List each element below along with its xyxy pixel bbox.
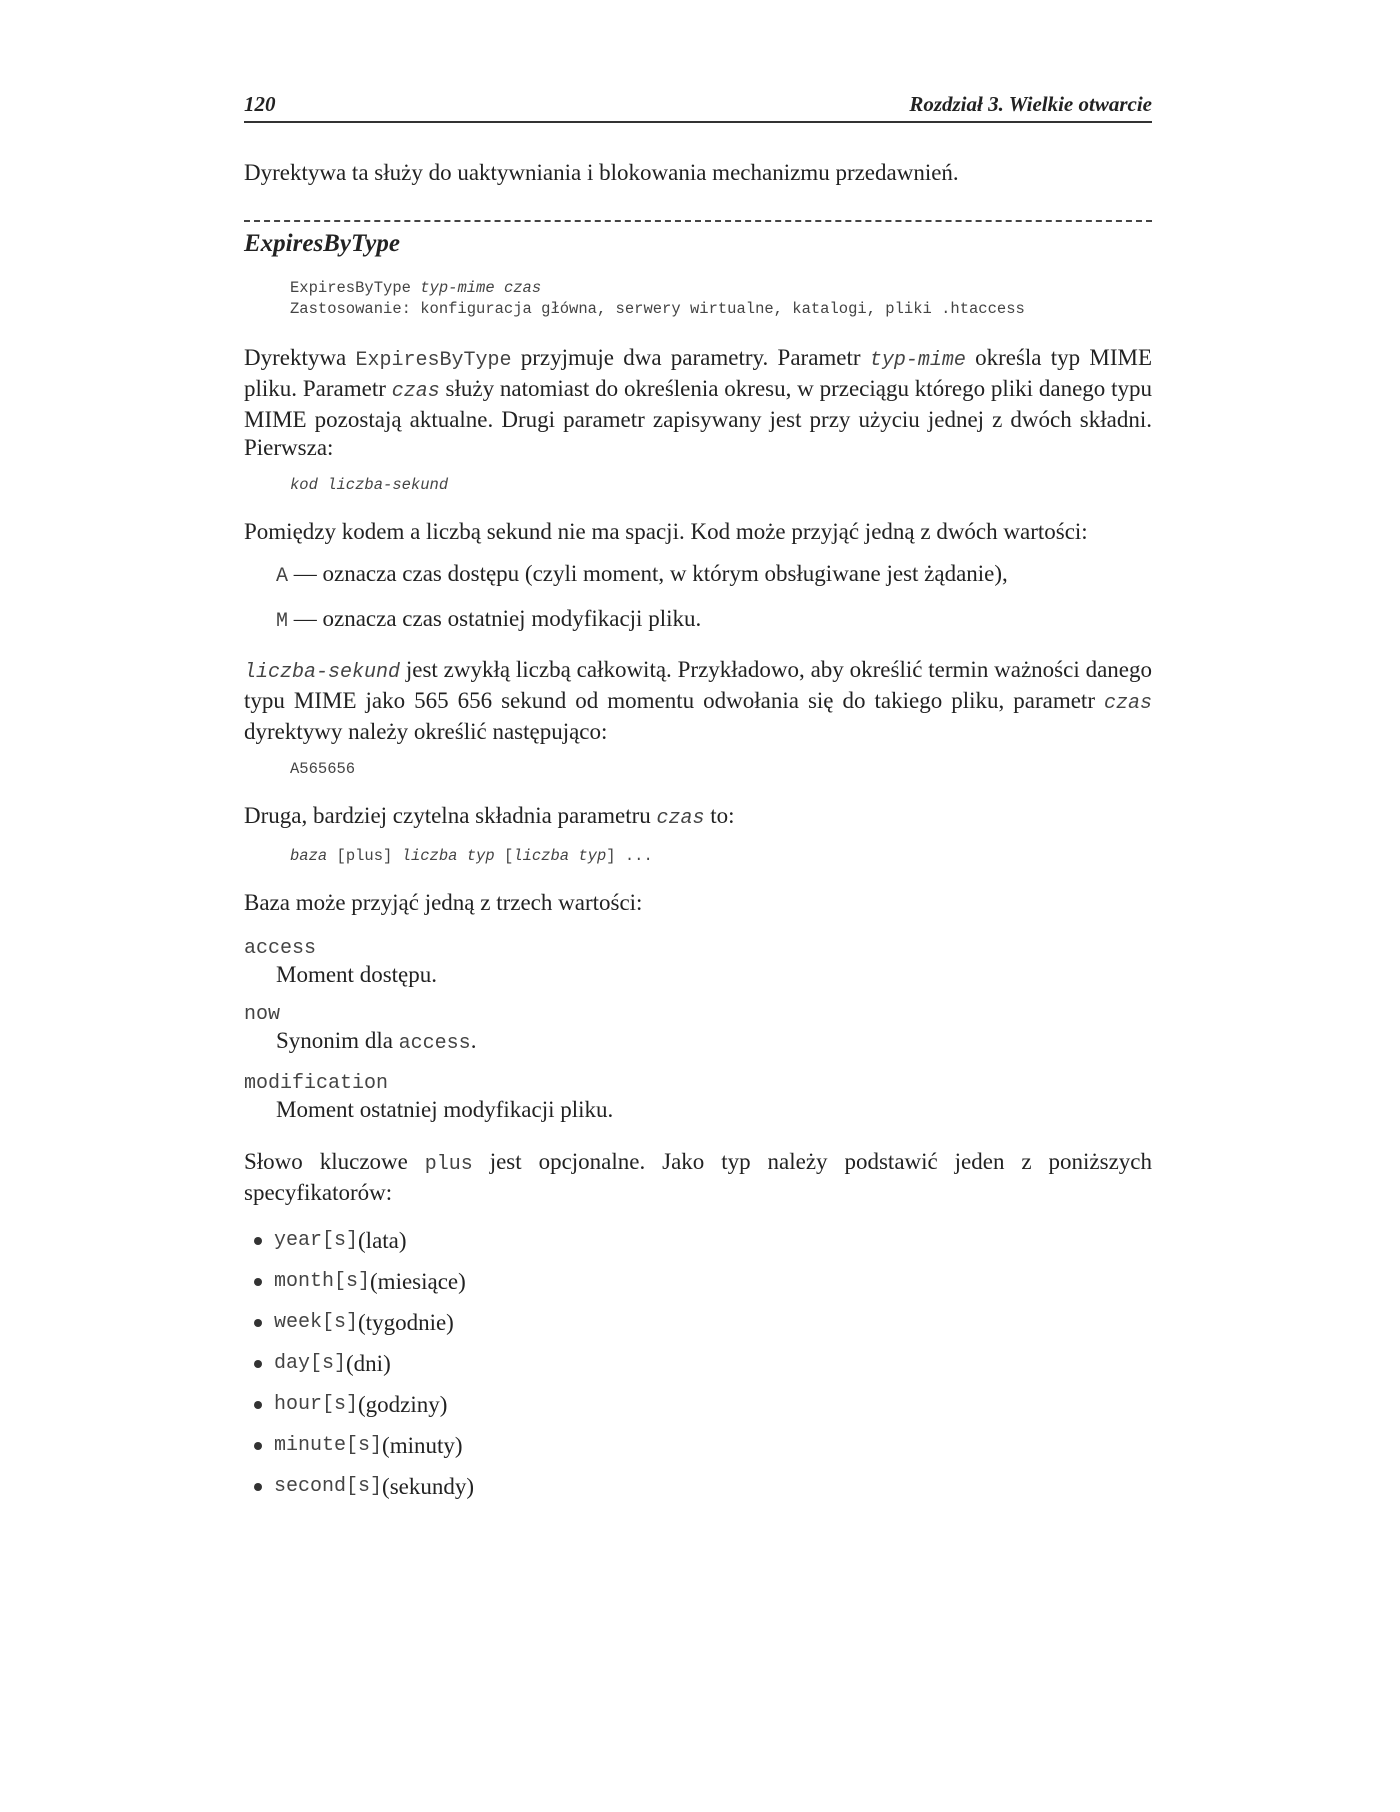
syntax-name: ExpiresByType [290, 279, 411, 297]
paragraph-base: Baza może przyjąć jedną z trzech wartości: [244, 890, 643, 915]
list-item: hour[s] (godziny) [244, 1391, 1152, 1419]
bullet-icon [254, 1319, 262, 1327]
paragraph-plus: Słowo kluczowe plus jest opcjonalne. Jako typ należy podstawić jeden z poniższych specyfikatorów: [244, 1149, 1152, 1205]
base-def-now: Synonim dla access. [276, 1028, 477, 1055]
list-item: minute[s] (minuty) [244, 1432, 1152, 1460]
base-list [244, 937, 1152, 1124]
base-def-access: Moment dostępu. [276, 962, 437, 987]
list-item: month[s] (miesiące) [244, 1268, 1152, 1296]
bullet-icon [254, 1483, 262, 1491]
chapter-title: Rozdział 3. Wielkie otwarcie [909, 92, 1152, 116]
paragraph-parameters: Dyrektywa ExpiresByType przyjmuje dwa parametry. Parametr typ-mime określa typ MIME pliku. Parametr czas służy natomiast do określenia okresu, w przeciągu którego pliki danego typu MIME pozostają aktualne. Drugi parametr zapisywany jest przy użyciu jednej z dwóch składni. Pierwsza: [244, 345, 1153, 460]
syntax-line [290, 278, 1152, 299]
bullet-icon [254, 1237, 262, 1245]
unit-list [244, 1227, 1152, 1501]
syntax-args: typ-mime czas [420, 279, 542, 297]
list-item: day[s] (dni) [244, 1350, 1152, 1378]
list-item: week[s] (tygodnie) [244, 1309, 1152, 1337]
bullet-icon [254, 1360, 262, 1368]
bullet-icon [254, 1278, 262, 1286]
directive-title: ExpiresByType [244, 230, 400, 257]
base-term-access: access [244, 937, 317, 960]
code-item-m: M — oznacza czas ostatniej modyfikacji pliku. [276, 606, 702, 633]
list-item: second[s] (sekundy) [244, 1473, 1152, 1501]
directive-syntax [290, 278, 1152, 320]
bullet-icon [254, 1442, 262, 1450]
section-divider [244, 220, 1152, 222]
base-term-now: now [244, 1003, 281, 1026]
context-line: Zastosowanie: konfiguracja główna, serwery wirtualne, katalogi, pliki .htaccess [290, 300, 1025, 318]
paragraph-seconds: liczba-sekund jest zwykłą liczbą całkowitą. Przykładowo, aby określić termin ważności danego typu MIME jako 565 656 sekund od momentu odwołania się do takiego pliku, parametr czas dyrektywy należy określić następująco: [244, 657, 1152, 744]
bullet-icon [254, 1401, 262, 1409]
base-def-modification: Moment ostatniej modyfikacji pliku. [276, 1097, 614, 1122]
code-syntax-1: kod liczba-sekund [290, 476, 449, 494]
list-item: year[s] (lata) [244, 1227, 1152, 1255]
intro-paragraph: Dyrektywa ta służy do uaktywniania i blokowania mechanizmu przedawnień. [244, 160, 959, 185]
book-page [244, 92, 1152, 1514]
page-number: 120 [244, 92, 276, 116]
base-term-modification: modification [244, 1072, 389, 1095]
paragraph-codes: Pomiędzy kodem a liczbą sekund nie ma spacji. Kod może przyjąć jedną z dwóch wartości: [244, 519, 1088, 544]
code-syntax-2: baza [plus] liczba typ [liczba typ] ... [290, 847, 653, 865]
code-example: A565656 [290, 760, 356, 778]
running-head [244, 92, 1152, 123]
code-item-a: A — oznacza czas dostępu (czyli moment, w którym obsługiwane jest żądanie), [276, 561, 1008, 588]
paragraph-second-syntax: Druga, bardziej czytelna składnia parametru czas to: [244, 803, 735, 830]
